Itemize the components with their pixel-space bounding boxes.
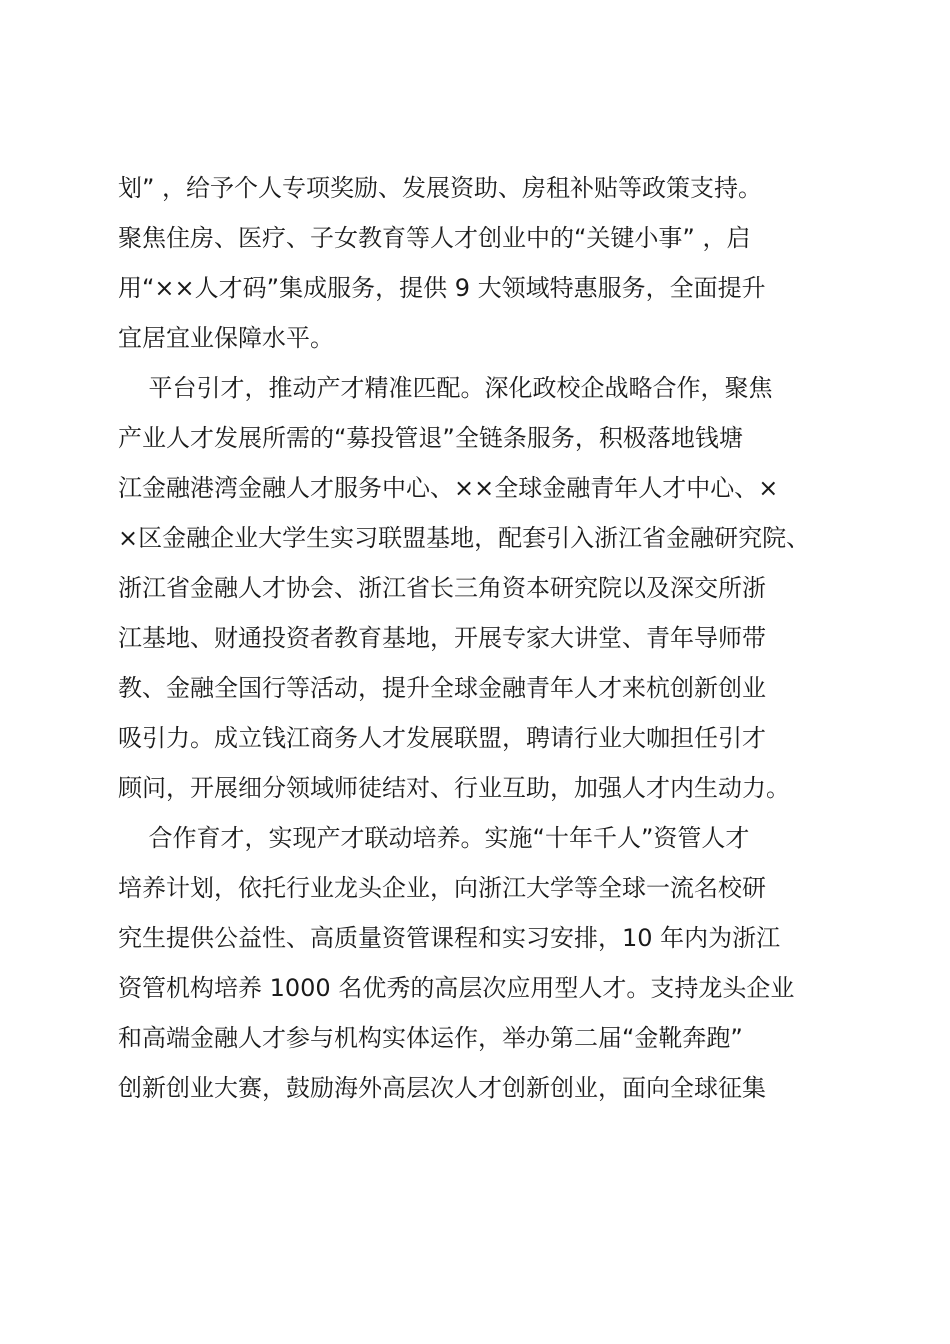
- text-line: 顾问，开展细分领域师徒结对、行业互助，加强人才内生动力。: [118, 774, 790, 802]
- text-line: 究生提供公益性、高质量资管课程和实习安排，10 年内为浙江: [118, 924, 781, 952]
- text-line: ×区金融企业大学生实习联盟基地，配套引入浙江省金融研究院、: [118, 524, 811, 552]
- text-line: 产业人才发展所需的“募投管退”全链条服务，积极落地钱塘: [118, 424, 743, 452]
- paragraph-start-line: 合作育才，实现产才联动培养。实施“十年千人”资管人才: [118, 824, 750, 852]
- body-text: [118, 163, 858, 1113]
- text-line: 创新创业大赛，鼓励海外高层次人才创新创业，面向全球征集: [118, 1074, 766, 1102]
- text-line: 江金融港湾金融人才服务中心、××全球金融青年人才中心、×: [118, 474, 779, 502]
- text-line: 宜居宜业保障水平。: [118, 324, 334, 352]
- text-line: 资管机构培养 1000 名优秀的高层次应用型人才。支持龙头企业: [118, 974, 795, 1002]
- text-line: 划” ，给予个人专项奖励、发展资助、房租补贴等政策支持。: [118, 174, 763, 202]
- text-line: 培养计划，依托行业龙头企业，向浙江大学等全球一流名校研: [118, 874, 766, 902]
- text-line: 用“××人才码”集成服务，提供 9 大领域特惠服务，全面提升: [118, 274, 766, 302]
- text-line: 教、金融全国行等活动，提升全球金融青年人才来杭创新创业: [118, 674, 766, 702]
- text-line: 江基地、财通投资者教育基地，开展专家大讲堂、青年导师带: [118, 624, 766, 652]
- text-line: 和高端金融人才参与机构实体运作，举办第二届“金靴奔跑”: [118, 1024, 743, 1052]
- text-line: 吸引力。成立钱江商务人才发展联盟，聘请行业大咖担任引才: [118, 724, 766, 752]
- text-line: 聚焦住房、医疗、子女教育等人才创业中的“关键小事” ，启: [118, 224, 751, 252]
- text-line: 浙江省金融人才协会、浙江省长三角资本研究院以及深交所浙: [118, 574, 766, 602]
- paragraph-start-line: 平台引才，推动产才精准匹配。深化政校企战略合作，聚焦: [118, 374, 773, 402]
